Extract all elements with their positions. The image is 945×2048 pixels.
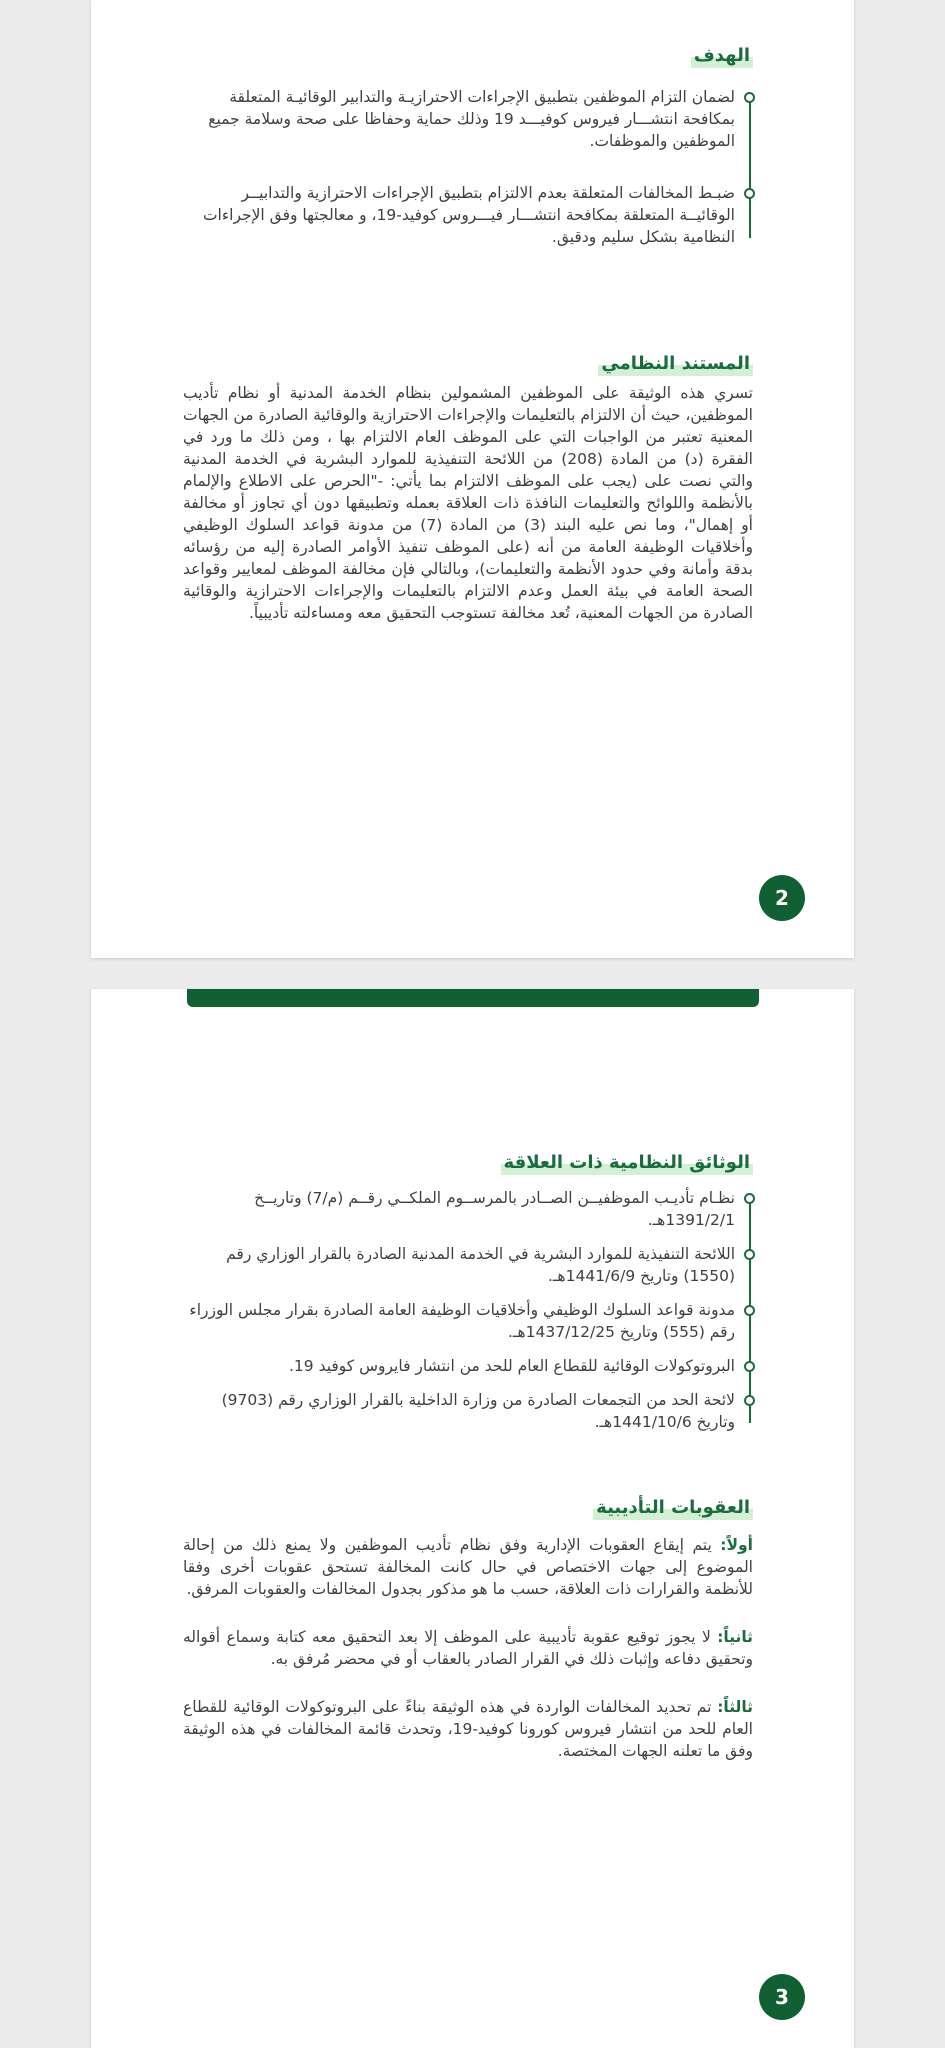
penalties-heading: العقوبات التأديبية: [593, 1496, 753, 1520]
paragraph-label: ثانياً:: [717, 1628, 753, 1646]
bullet-dot-icon: [744, 1395, 755, 1406]
bullet-dot-icon: [744, 92, 755, 103]
list-item-text: البروتوكولات الوقائية للقطاع العام للحد من انتشار فايروس كوفيد 19.: [288, 1357, 735, 1375]
list-item: [183, 1243, 735, 1287]
header-bar: [187, 989, 759, 1007]
related-documents-list: [183, 1187, 753, 1433]
legal-basis-heading: المستند النظامي: [598, 352, 753, 376]
list-item: [183, 1187, 735, 1231]
page-number-badge: 3: [759, 1974, 805, 2020]
paragraph-label: أولاً:: [720, 1536, 753, 1554]
list-item-text: ضبـط المخالفات المتعلقة بعدم الالتزام بتطبيق الإجراءات الاحترازية والتدابيــر الوقائيــة المتعلقة بمكافحة انتشـــار فيـــروس كوفيد-19، و معالجتها وفق الإجراءات النظامية بشكل سليم ودقيق.: [202, 184, 735, 246]
related-documents-section: [183, 1151, 753, 1433]
bullet-dot-icon: [744, 1193, 755, 1204]
list-item: [183, 1389, 735, 1433]
related-documents-heading: الوثائق النظامية ذات العلاقة: [501, 1151, 753, 1175]
list-item-text: مدونة قواعد السلوك الوظيفي وأخلاقيات الوظيفة العامة الصادرة بقرار مجلس الوزراء رقم (555) وتاريخ 1437/12/25هـ.: [189, 1301, 735, 1341]
penalty-paragraph-2: [183, 1626, 753, 1670]
document-page-2: [91, 0, 854, 958]
penalties-section: [183, 1496, 753, 1762]
list-item: [183, 182, 735, 248]
bullet-dot-icon: [744, 1361, 755, 1372]
legal-basis-section: [183, 352, 753, 624]
list-item-text: نظـام تأديـب الموظفيــن الصــادر بالمرســوم الملكــي رقــم (م/7) وتاريــخ 1391/2/1هـ.: [254, 1189, 735, 1229]
list-item: [183, 1355, 735, 1377]
bullet-dot-icon: [744, 1249, 755, 1260]
objective-list: [183, 86, 753, 248]
objective-heading: الهدف: [691, 44, 753, 68]
list-item: [183, 86, 735, 152]
timeline-line: [749, 96, 751, 238]
list-item-text: لضمان التزام الموظفين بتطبيق الإجراءات الاحترازيـة والتدابير الوقائيـة المتعلقة بمكافحة انتشـــار فيروس كوفيـــد 19 وذلك حماية وحفاظا على صحة وسلامة جميع الموظفين والموظفات.: [208, 88, 735, 150]
bullet-dot-icon: [744, 1305, 755, 1316]
paragraph-text: لا يجوز توقيع عقوبة تأديبية على الموظف إلا بعد التحقيق معه كتابة وسماع أقواله وتحقيق دفاعه وإثبات ذلك في القرار الصادر بالعقاب أو في محضر مُرفق به.: [183, 1628, 753, 1668]
paragraph-text: يتم إيقاع العقوبات الإدارية وفق نظام تأديب الموظفين ولا يمنع ذلك من إحالة الموضوع إلى جهات الاختصاص في حال كانت المخالفة تستحق عقوبات أخرى وفقا للأنظمة والقرارات ذات العلاقة، حسب ما هو مذكور بجدول المخالفات والعقوبات المرفق.: [183, 1536, 753, 1598]
paragraph-text: تم تحديد المخالفات الواردة في هذه الوثيقة بناءً على البروتوكولات الوقائية للقطاع العام للحد من انتشار فيروس كورونا كوفيد-19، وتحدث قائمة المخالفات في هذه الوثيقة وفق ما تعلنه الجهات المختصة.: [183, 1698, 753, 1760]
bullet-dot-icon: [744, 188, 755, 199]
penalty-paragraph-3: [183, 1696, 753, 1762]
list-item-text: اللائحة التنفيذية للموارد البشرية في الخدمة المدنية الصادرة بالقرار الوزاري رقم (1550) وتاريخ 1441/6/9هـ.: [226, 1245, 735, 1285]
legal-basis-text: تسري هذه الوثيقة على الموظفين المشمولين بنظام الخدمة المدنية أو نظام تأديب الموظفين، حيث أن الالتزام بالتعليمات والإجراءات الاحترازية والوقائية الصادرة من الجهات المعنية تعتبر من الواجبات التي على الموظف العام الالتزام بها ، ومن ذلك ما ورد في الفقرة (د) من المادة (208) من اللائحة التنفيذية للموارد البشرية في الخدمة المدنية والتي نصت على (يجب على الموظف الالتزام بما يأتي: -"الحرص على الاطلاع والإلمام بالأنظمة واللوائح والتعليمات النافذة ذات العلاقة بعمله وتطبيقها دون أي تجاوز أو مخالفة أو إهمال"، وما نص عليه البند (3) من المادة (7) من مدونة قواعد السلوك الوظيفي وأخلاقيات الوظيفة العامة من أنه (على الموظف تنفيذ الأوامر الصادرة إليه من رؤسائه بدقة وأمانة وفي حدود الأنظمة والتعليمات)، وبالتالي فإن مخالفة الموظف لمعايير وقواعد الصحة العامة في بيئة العمل وعدم الالتزام بالتعليمات والإجراءات الاحترازية والوقائية الصادرة من الجهات المعنية، تُعد مخالفة تستوجب التحقيق معه ومساءلته تأديبياً.: [183, 384, 753, 622]
paragraph-label: ثالثاً:: [717, 1698, 753, 1716]
document-page-3: [91, 989, 854, 2048]
penalty-paragraph-1: [183, 1534, 753, 1600]
list-item-text: لائحة الحد من التجمعات الصادرة من وزارة الداخلية بالقرار الوزاري رقم (9703) وتاريخ 1441/10/6هـ.: [221, 1391, 735, 1431]
list-item: [183, 1299, 735, 1343]
page-number-badge: 2: [759, 875, 805, 921]
objective-section: [183, 44, 753, 248]
